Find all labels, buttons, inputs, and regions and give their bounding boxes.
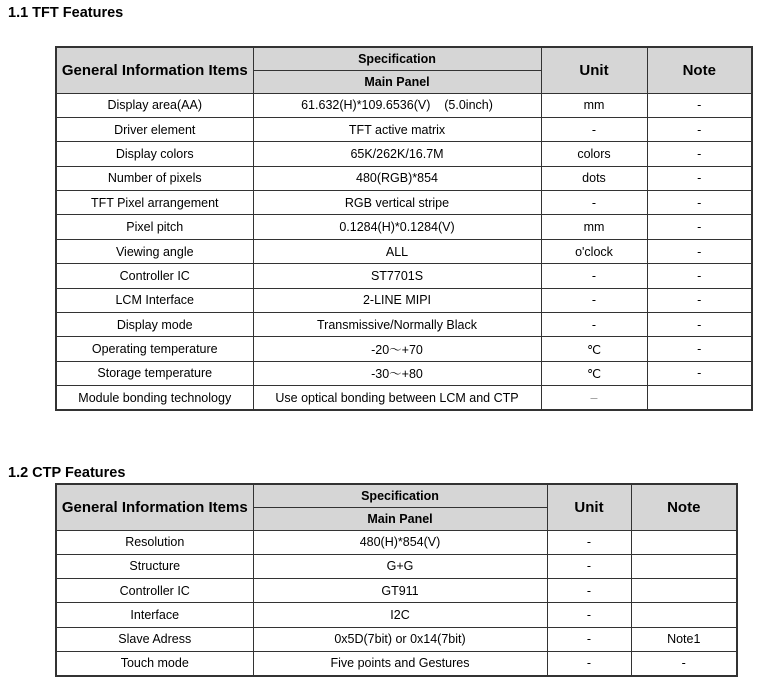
- unit-cell: ℃: [541, 361, 647, 385]
- table-row: [56, 288, 752, 312]
- table-row: [56, 361, 752, 385]
- note-cell: -: [647, 142, 752, 166]
- unit-cell: -: [547, 627, 631, 651]
- spec-cell: -30～+80: [253, 361, 541, 385]
- table-row: [56, 386, 752, 410]
- table-row: [56, 530, 737, 554]
- header-specification: Specification: [253, 47, 541, 70]
- header-note: Note: [647, 47, 752, 93]
- unit-cell: -: [541, 264, 647, 288]
- unit-cell: -: [547, 603, 631, 627]
- unit-cell: colors: [541, 142, 647, 166]
- table-row: [56, 142, 752, 166]
- unit-cell: –: [541, 386, 647, 410]
- spec-cell: 0.1284(H)*0.1284(V): [253, 215, 541, 239]
- unit-cell: -: [547, 530, 631, 554]
- table-row: [56, 337, 752, 361]
- note-cell: [631, 579, 737, 603]
- note-cell: -: [631, 651, 737, 675]
- item-cell: LCM Interface: [56, 288, 253, 312]
- spec-cell: ST7701S: [253, 264, 541, 288]
- note-cell: [631, 530, 737, 554]
- unit-cell: -: [541, 117, 647, 141]
- header-note: Note: [631, 484, 737, 530]
- ctp-features-table: [55, 483, 738, 677]
- item-cell: Controller IC: [56, 579, 253, 603]
- note-cell: -: [647, 239, 752, 263]
- item-cell: Controller IC: [56, 264, 253, 288]
- table-row: [56, 603, 737, 627]
- spec-cell: 0x5D(7bit) or 0x14(7bit): [253, 627, 547, 651]
- unit-cell: -: [541, 191, 647, 215]
- unit-cell: -: [547, 651, 631, 675]
- item-cell: Resolution: [56, 530, 253, 554]
- tft-table-body: [56, 93, 752, 410]
- header-unit: Unit: [547, 484, 631, 530]
- spec-cell: ALL: [253, 239, 541, 263]
- note-cell: -: [647, 93, 752, 117]
- item-cell: Display mode: [56, 313, 253, 337]
- item-cell: Display area(AA): [56, 93, 253, 117]
- spec-cell: TFT active matrix: [253, 117, 541, 141]
- table-row: [56, 239, 752, 263]
- table-row: [56, 117, 752, 141]
- spec-cell: Five points and Gestures: [253, 651, 547, 675]
- item-cell: Touch mode: [56, 651, 253, 675]
- table-row: [56, 191, 752, 215]
- spec-cell: I2C: [253, 603, 547, 627]
- item-cell: Interface: [56, 603, 253, 627]
- item-cell: Slave Adress: [56, 627, 253, 651]
- item-cell: Viewing angle: [56, 239, 253, 263]
- spec-cell: -20～+70: [253, 337, 541, 361]
- tft-features-table: [55, 46, 753, 411]
- unit-cell: -: [547, 579, 631, 603]
- spec-cell: 480(H)*854(V): [253, 530, 547, 554]
- tft-section-title: 1.1 TFT Features: [8, 5, 124, 21]
- header-main-panel: Main Panel: [253, 507, 547, 530]
- spec-cell: GT911: [253, 579, 547, 603]
- table-row: [56, 166, 752, 190]
- item-cell: TFT Pixel arrangement: [56, 191, 253, 215]
- unit-cell: -: [541, 313, 647, 337]
- table-row: [56, 579, 737, 603]
- ctp-section-title: 1.2 CTP Features: [8, 465, 126, 481]
- item-cell: Structure: [56, 554, 253, 578]
- note-cell: -: [647, 313, 752, 337]
- spec-cell: Use optical bonding between LCM and CTP: [253, 386, 541, 410]
- note-cell: -: [647, 166, 752, 190]
- spec-cell: 65K/262K/16.7M: [253, 142, 541, 166]
- note-cell: Note1: [631, 627, 737, 651]
- table-row: [56, 627, 737, 651]
- item-cell: Operating temperature: [56, 337, 253, 361]
- table-header-row: [56, 47, 752, 70]
- note-cell: [631, 603, 737, 627]
- spec-cell: 61.632(H)*109.6536(V) (5.0inch): [253, 93, 541, 117]
- table-row: [56, 651, 737, 675]
- note-cell: [647, 386, 752, 410]
- table-row: [56, 93, 752, 117]
- spec-cell: G+G: [253, 554, 547, 578]
- note-cell: -: [647, 191, 752, 215]
- unit-cell: -: [547, 554, 631, 578]
- spec-cell: 2-LINE MIPI: [253, 288, 541, 312]
- item-cell: Module bonding technology: [56, 386, 253, 410]
- note-cell: -: [647, 117, 752, 141]
- note-cell: [631, 554, 737, 578]
- table-row: [56, 264, 752, 288]
- table-row: [56, 554, 737, 578]
- header-items: General Information Items: [56, 47, 253, 93]
- header-specification: Specification: [253, 484, 547, 507]
- note-cell: -: [647, 288, 752, 312]
- header-main-panel: Main Panel: [253, 70, 541, 93]
- unit-cell: ℃: [541, 337, 647, 361]
- spec-cell: 480(RGB)*854: [253, 166, 541, 190]
- item-cell: Storage temperature: [56, 361, 253, 385]
- note-cell: -: [647, 264, 752, 288]
- unit-cell: mm: [541, 215, 647, 239]
- ctp-table-body: [56, 530, 737, 676]
- unit-cell: -: [541, 288, 647, 312]
- table-header-row: [56, 484, 737, 507]
- item-cell: Pixel pitch: [56, 215, 253, 239]
- spec-cell: Transmissive/Normally Black: [253, 313, 541, 337]
- header-items: General Information Items: [56, 484, 253, 530]
- note-cell: -: [647, 215, 752, 239]
- unit-cell: mm: [541, 93, 647, 117]
- table-row: [56, 215, 752, 239]
- unit-cell: dots: [541, 166, 647, 190]
- item-cell: Number of pixels: [56, 166, 253, 190]
- item-cell: Display colors: [56, 142, 253, 166]
- note-cell: -: [647, 337, 752, 361]
- header-unit: Unit: [541, 47, 647, 93]
- unit-cell: o'clock: [541, 239, 647, 263]
- table-row: [56, 313, 752, 337]
- note-cell: -: [647, 361, 752, 385]
- spec-cell: RGB vertical stripe: [253, 191, 541, 215]
- item-cell: Driver element: [56, 117, 253, 141]
